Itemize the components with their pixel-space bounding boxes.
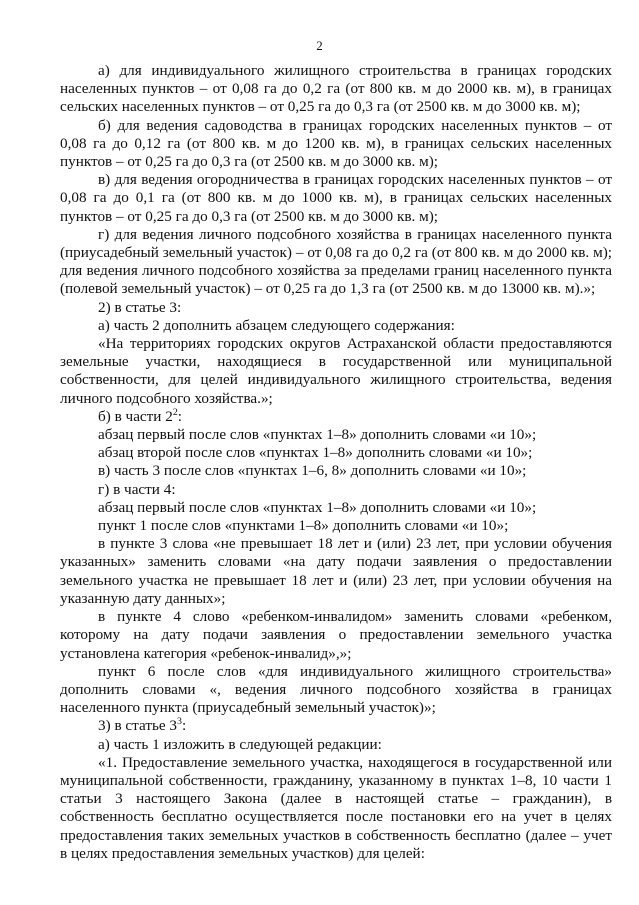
paragraph-point-6: пункт 6 после слов «для индивидуального жилищного строительства» дополнить словами «, ведения личного подсобного хозяйства в границах населенного пункта (приусадебный земельный участок)»; [60,662,612,717]
paragraph-item-g: г) для ведения личного подсобного хозяйства в границах населенного пункта (приусадебный земельный участок) – от 0,08 га до 0,2 га (от 800 кв. м до 2000 кв. м); для ведения личного подсобного хозяйства за пределами границ населенного пункта (полевой земельный участок) – от 0,25 га до 1,3 га (от 2500 кв. м до 13000 кв. м).»; [60,225,612,298]
part-2-2-text: б) в части 2 [98,407,173,425]
page-number: 2 [316,38,323,53]
paragraph-point-4: в пункте 4 слово «ребенком-инвалидом» заменить словами «ребенком, которому на дату подачи заявления о предоставлении земельного участка установлена категория «ребенок-инвалид»,»; [60,608,612,662]
paragraph-part-2-amend: а) часть 2 дополнить абзацем следующего содержания: [98,316,455,334]
paragraph-article-3-heading: 2) в статье 3: [98,298,182,316]
paragraph-item-a: а) для индивидуального жилищного строительства в границах городских населенных пунктов – от 0,08 га до 0,2 га (от 800 кв. м до 2000 кв. м), в границах сельских населенных пунктов – от 0,25 га до 0,3 га (от 2500 кв. м до 3000 кв. м); [60,62,612,116]
paragraph-part-3: в) часть 3 после слов «пунктах 1–6, 8» дополнить словами «и 10»; [98,462,527,480]
paragraph-quoted-addition: «На территориях городских округов Астраханской области предоставляются земельные участки, находящиеся в государственной или муниципальной собственности, для целей индивидуального жилищного строительства, ведения личного подсобного хозяйства.»; [60,335,612,407]
paragraph-part-2-2 [60,408,612,426]
document-body [60,62,612,863]
paragraph-point-3: в пункте 3 слова «не превышает 18 лет и (или) 23 лет, при условии обучения указанных» заменить словами «на дату подачи заявления о предоставлении земельного участка не превышает 18 лет и (или) 23 лет, при условии обучения на указанную дату данных»; [60,535,612,607]
article-3-3-superscript: 3 [177,716,182,728]
paragraph-abzac-first: абзац первый после слов «пунктах 1–8» дополнить словами «и 10»; [98,426,537,444]
part-2-2-superscript: 2 [172,406,178,418]
paragraph-abzac-second: абзац второй после слов «пунктах 1–8» дополнить словами «и 10»; [98,444,533,462]
paragraph-item-b: б) для ведения садоводства в границах городских населенных пунктов – от 0,08 га до 0,12 га (от 800 кв. м до 1200 кв. м), в границах сельских населенных пунктов – от 0,25 га до 0,3 га (от 2500 кв. м до 3000 кв. м); [60,116,612,171]
paragraph-item-v: в) для ведения огородничества в границах городских населенных пунктов – от 0,08 га до 0,1 га (от 800 кв. м до 1000 кв. м), в границах сельских населенных пунктов – от 0,25 га до 0,3 га (от 2500 кв. м до 3000 кв. м); [60,171,612,225]
article-3-3-suffix: : [181,717,187,735]
paragraph-part-4-abzac-first: абзац первый после слов «пунктах 1–8» дополнить словами «и 10»; [98,498,537,516]
paragraph-point-1: пункт 1 после слов «пунктами 1–8» дополнить словами «и 10»; [98,517,509,535]
paragraph-article-3-3 [60,717,612,735]
article-3-3-text: 3) в статье 3 [98,717,178,735]
paragraph-quoted-part-1: «1. Предоставление земельного участка, находящегося в государственной или муниципальной собственности, гражданину, указанному в пунктах 1–8, 10 части 1 статьи 3 настоящего Закона (далее в настоящей статье – гражданин), в собственность бесплатно осуществляется после постановки его на учет в целях предоставления таких земельных участков в собственность бесплатно (далее – учет в целях предоставления земельных участков) для целей: [60,753,612,862]
paragraph-part-1-redaction: а) часть 1 изложить в следующей редакции: [98,735,382,753]
part-2-2-suffix: : [177,407,182,425]
paragraph-part-4: г) в части 4: [98,480,176,498]
